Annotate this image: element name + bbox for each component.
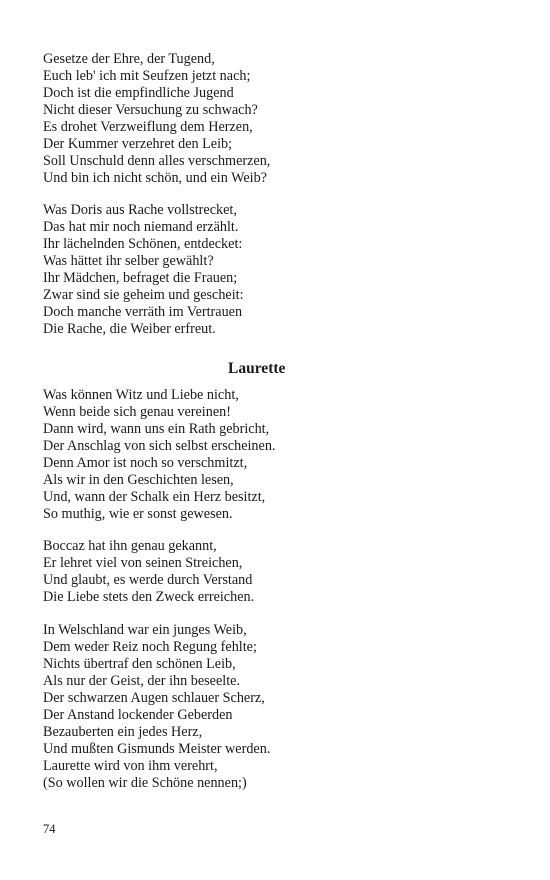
verse-line: Als nur der Geist, der ihn beseelte. <box>43 673 240 689</box>
verse-line: Soll Unschuld denn alles verschmerzen, <box>43 153 271 169</box>
verse-line: Nichts übertraf den schönen Leib, <box>43 656 236 672</box>
verse-line: Doch ist die empfindliche Jugend <box>43 85 234 101</box>
verse-line: Der Kummer verzehret den Leib; <box>43 136 233 152</box>
stanza-1 <box>43 51 270 187</box>
verse-line: Bezauberten ein jedes Herz, <box>43 724 203 740</box>
verse-line: Der Anschlag von sich selbst erscheinen. <box>43 438 276 454</box>
verse-line: Euch leb' ich mit Seufzen jetzt nach; <box>43 68 251 84</box>
verse-line: Gesetze der Ehre, der Tugend, <box>43 51 215 67</box>
verse-line: Nicht dieser Versuchung zu schwach? <box>43 102 258 118</box>
stanza-5 <box>43 622 270 792</box>
verse-line: Der schwarzen Augen schlauer Scherz, <box>43 690 265 706</box>
verse-line: In Welschland war ein junges Weib, <box>43 622 247 638</box>
verse-line: Boccaz hat ihn genau gekannt, <box>43 538 217 554</box>
verse-line: Denn Amor ist noch so verschmitzt, <box>43 455 248 471</box>
verse-line: Er lehret viel von seinen Streichen, <box>43 555 243 571</box>
poem-title: Laurette <box>228 360 286 377</box>
verse-line: (So wollen wir die Schöne nennen;) <box>43 775 247 791</box>
verse-line: Dem weder Reiz noch Regung fehlte; <box>43 639 257 655</box>
verse-line: Und, wann der Schalk ein Herz besitzt, <box>43 489 266 505</box>
verse-line: Der Anstand lockender Geberden <box>43 707 233 723</box>
verse-line: Die Rache, die Weiber erfreut. <box>43 321 216 337</box>
stanza-3 <box>43 387 275 523</box>
verse-line: Wenn beide sich genau vereinen! <box>43 404 231 420</box>
verse-line: Was hättet ihr selber gewählt? <box>43 253 214 269</box>
verse-line: Das hat mir noch niemand erzählt. <box>43 219 239 235</box>
verse-line: Zwar sind sie geheim und gescheit: <box>43 287 244 303</box>
verse-line: Und bin ich nicht schön, und ein Weib? <box>43 170 267 186</box>
page-number: 74 <box>43 822 56 836</box>
verse-line: Es drohet Verzweiflung dem Herzen, <box>43 119 253 135</box>
stanza-4 <box>43 538 254 606</box>
verse-line: Was Doris aus Rache vollstrecket, <box>43 202 237 218</box>
verse-line: Die Liebe stets den Zweck erreichen. <box>43 589 255 605</box>
verse-line: Doch manche verräth im Vertrauen <box>43 304 243 320</box>
verse-line: Und mußten Gismunds Meister werden. <box>43 741 271 757</box>
verse-line: Was können Witz und Liebe nicht, <box>43 387 239 403</box>
verse-line: Ihr lächelnden Schönen, entdecket: <box>43 236 243 252</box>
verse-line: Dann wird, wann uns ein Rath gebricht, <box>43 421 270 437</box>
stanza-2 <box>43 202 244 338</box>
verse-line: Ihr Mädchen, befraget die Frauen; <box>43 270 238 286</box>
verse-line: So muthig, wie er sonst gewesen. <box>43 506 233 522</box>
verse-line: Und glaubt, es werde durch Verstand <box>43 572 253 588</box>
verse-line: Als wir in den Geschichten lesen, <box>43 472 234 488</box>
verse-line: Laurette wird von ihm verehrt, <box>43 758 218 774</box>
